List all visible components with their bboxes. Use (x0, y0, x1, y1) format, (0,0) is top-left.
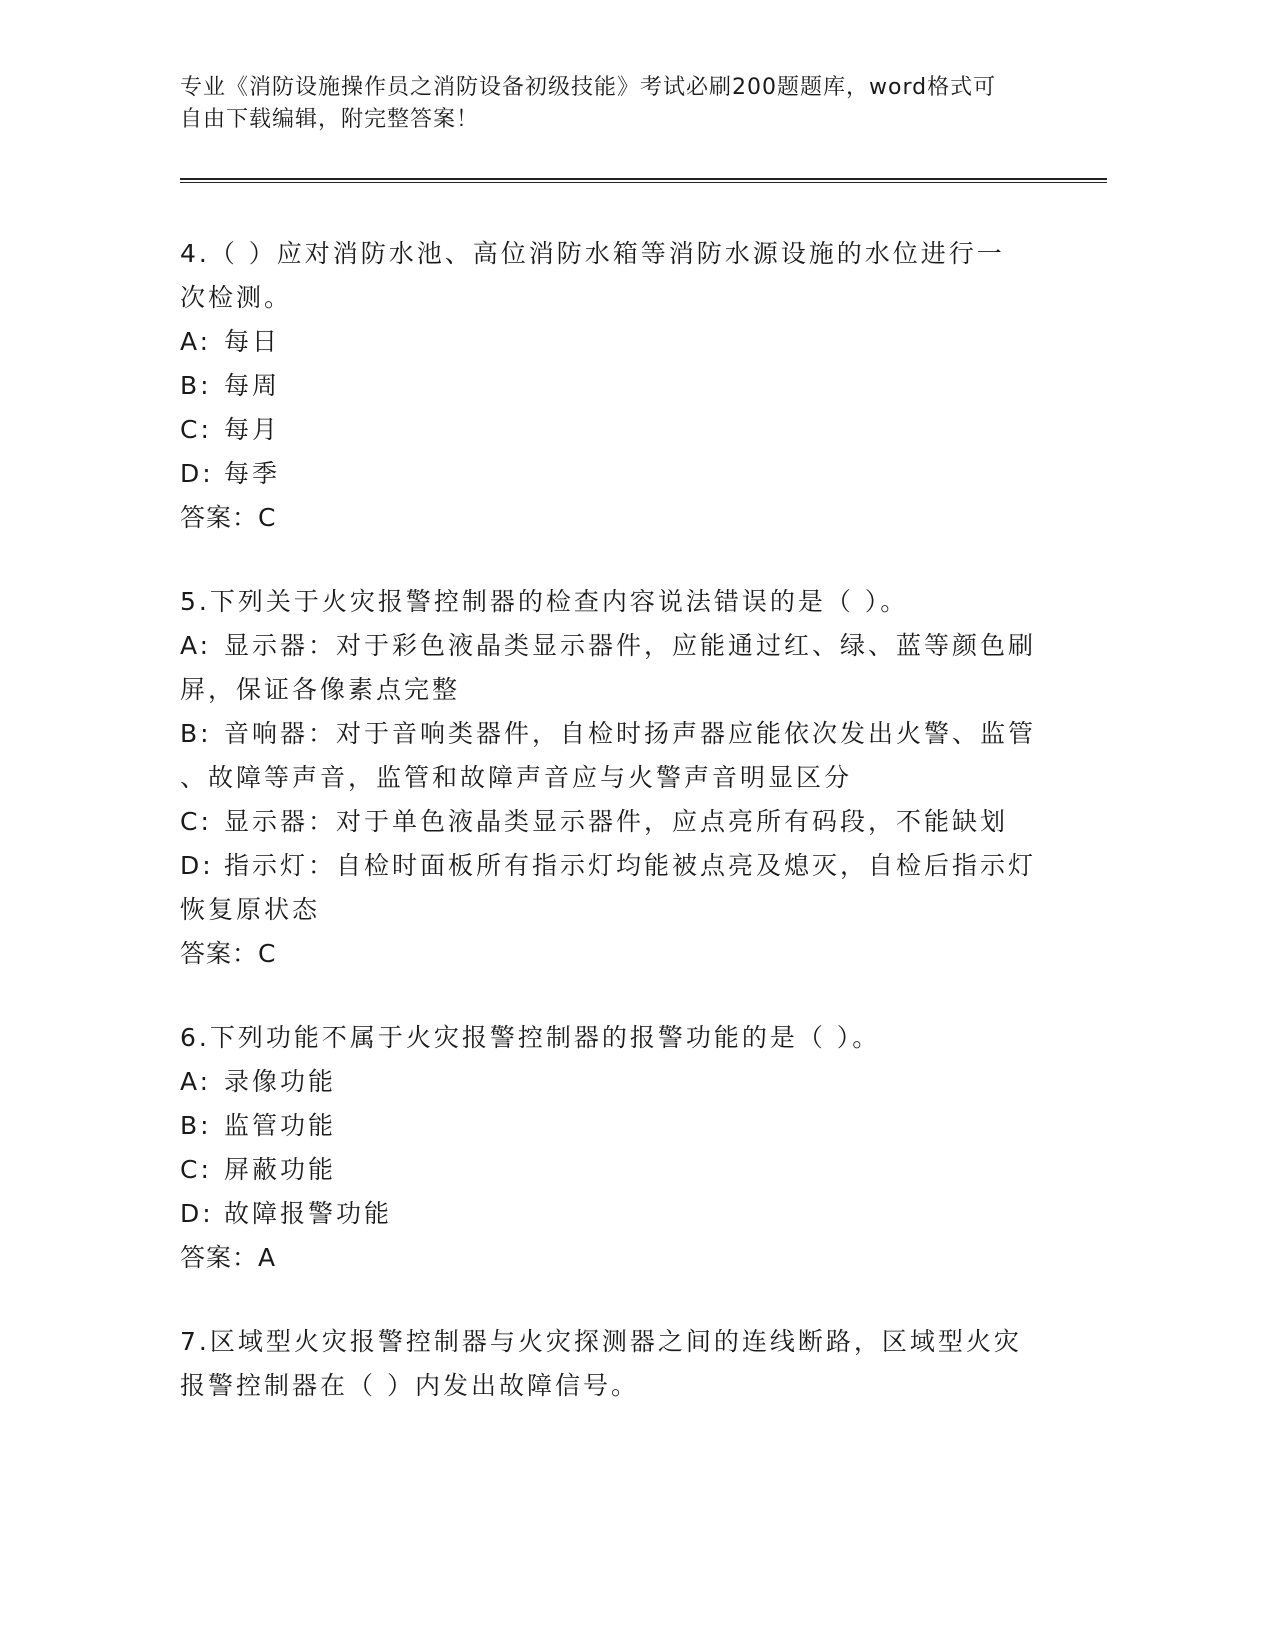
header-line-2: 自由下载编辑，附完整答案！ (180, 107, 480, 132)
option-label: B: (180, 719, 212, 748)
option-text: 录像功能 (224, 1067, 337, 1096)
option-text: 显示器：对于彩色液晶类显示器件，应能通过红、绿、蓝等颜色刷 (224, 631, 1037, 660)
option-a (180, 1060, 1040, 1104)
option-text: 每周 (224, 371, 281, 400)
option-c (180, 1148, 1040, 1192)
option-text: 每月 (224, 415, 281, 444)
option-a-cont: 屏，保证各像素点完整 (180, 675, 461, 704)
question-5 (180, 580, 1040, 976)
option-label: C: (180, 807, 212, 836)
question-7 (180, 1320, 1040, 1408)
option-label: D: (180, 1199, 214, 1228)
question-stem-cont: 次检测。 (180, 283, 293, 312)
option-c (180, 408, 1040, 452)
option-d (180, 452, 1040, 496)
option-label: A: (180, 631, 212, 660)
option-b (180, 712, 1040, 756)
option-label: C: (180, 415, 212, 444)
question-list (180, 232, 1040, 1448)
answer: 答案：A (180, 1243, 277, 1272)
question-6 (180, 1016, 1040, 1280)
question-stem: 5.下列关于火灾报警控制器的检查内容说法错误的是（ ）。 (180, 587, 909, 616)
question-stem: 7.区域型火灾报警控制器与火灾探测器之间的连线断路，区域型火灾 (180, 1327, 1022, 1356)
option-text: 每日 (224, 327, 281, 356)
option-label: B: (180, 1111, 212, 1140)
option-text: 显示器：对于单色液晶类显示器件，应点亮所有码段，不能缺划 (224, 807, 1009, 836)
option-a (180, 624, 1040, 668)
header-divider-thin (180, 182, 1107, 183)
option-label: D: (180, 459, 214, 488)
option-c (180, 800, 1040, 844)
option-text: 指示灯：自检时面板所有指示灯均能被点亮及熄灭，自检后指示灯 (224, 851, 1037, 880)
option-text: 监管功能 (224, 1111, 337, 1140)
option-label: A: (180, 327, 212, 356)
option-d (180, 1192, 1040, 1236)
option-d-cont: 恢复原状态 (180, 895, 321, 924)
option-label: D: (180, 851, 214, 880)
option-a (180, 320, 1040, 364)
option-label: B: (180, 371, 212, 400)
option-text: 故障报警功能 (224, 1199, 393, 1228)
document-header (180, 72, 1040, 136)
option-text: 屏蔽功能 (224, 1155, 337, 1184)
question-stem: 6.下列功能不属于火灾报警控制器的报警功能的是（ ）。 (180, 1023, 881, 1052)
option-b (180, 364, 1040, 408)
option-b-cont: 、故障等声音，监管和故障声音应与火警声音明显区分 (180, 763, 853, 792)
option-label: C: (180, 1155, 212, 1184)
answer: 答案：C (180, 503, 277, 532)
option-text: 音响器：对于音响类器件，自检时扬声器应能依次发出火警、监管 (224, 719, 1037, 748)
option-label: A: (180, 1067, 212, 1096)
question-4 (180, 232, 1040, 540)
question-stem-cont: 报警控制器在（ ）内发出故障信号。 (180, 1371, 639, 1400)
header-divider (180, 178, 1107, 180)
option-b (180, 1104, 1040, 1148)
answer: 答案：C (180, 939, 277, 968)
question-stem: 4.（ ）应对消防水池、高位消防水箱等消防水源设施的水位进行一 (180, 239, 1005, 268)
header-line-1: 专业《消防设施操作员之消防设备初级技能》考试必刷200题题库，word格式可 (180, 75, 997, 100)
option-text: 每季 (224, 459, 281, 488)
option-d (180, 844, 1040, 888)
